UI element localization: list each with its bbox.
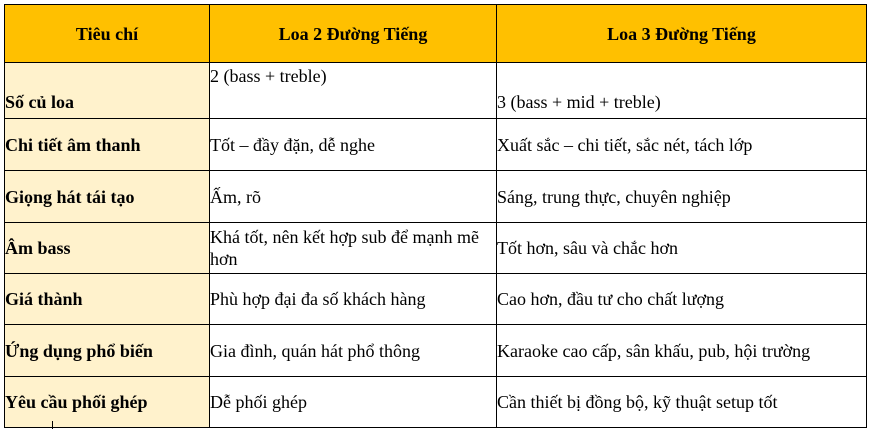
criteria-cell: Yêu cầu phối ghép (5, 377, 210, 428)
table-row (5, 223, 867, 274)
criteria-cell: Chi tiết âm thanh (5, 119, 210, 171)
header-three-way: Loa 3 Đường Tiếng (497, 5, 867, 63)
table-row (5, 171, 867, 223)
two-way-cell: Khá tốt, nên kết hợp sub để mạnh mẽ hơn (210, 223, 497, 274)
three-way-cell: 3 (bass + mid + treble) (497, 63, 867, 119)
two-way-cell: Phù hợp đại đa số khách hàng (210, 274, 497, 325)
comparison-table (4, 4, 867, 428)
table-row (5, 63, 867, 119)
criteria-cell: Ứng dụng phổ biến (5, 325, 210, 377)
table-row (5, 119, 867, 171)
table-row (5, 325, 867, 377)
table-row (5, 377, 867, 428)
three-way-cell: Cần thiết bị đồng bộ, kỹ thuật setup tốt (497, 377, 867, 428)
text-cursor-mark (52, 421, 53, 429)
three-way-cell: Xuất sắc – chi tiết, sắc nét, tách lớp (497, 119, 867, 171)
two-way-cell: Dễ phối ghép (210, 377, 497, 428)
criteria-cell: Âm bass (5, 223, 210, 274)
two-way-cell: 2 (bass + treble) (210, 63, 497, 119)
criteria-cell: Giá thành (5, 274, 210, 325)
table-row (5, 274, 867, 325)
header-row (5, 5, 867, 63)
two-way-cell: Ấm, rõ (210, 171, 497, 223)
three-way-cell: Sáng, trung thực, chuyên nghiệp (497, 171, 867, 223)
criteria-cell: Số củ loa (5, 63, 210, 119)
three-way-cell: Cao hơn, đầu tư cho chất lượng (497, 274, 867, 325)
header-criteria: Tiêu chí (5, 5, 210, 63)
header-two-way: Loa 2 Đường Tiếng (210, 5, 497, 63)
two-way-cell: Gia đình, quán hát phổ thông (210, 325, 497, 377)
three-way-cell: Karaoke cao cấp, sân khấu, pub, hội trường (497, 325, 867, 377)
three-way-cell: Tốt hơn, sâu và chắc hơn (497, 223, 867, 274)
two-way-cell: Tốt – đầy đặn, dễ nghe (210, 119, 497, 171)
criteria-cell: Giọng hát tái tạo (5, 171, 210, 223)
